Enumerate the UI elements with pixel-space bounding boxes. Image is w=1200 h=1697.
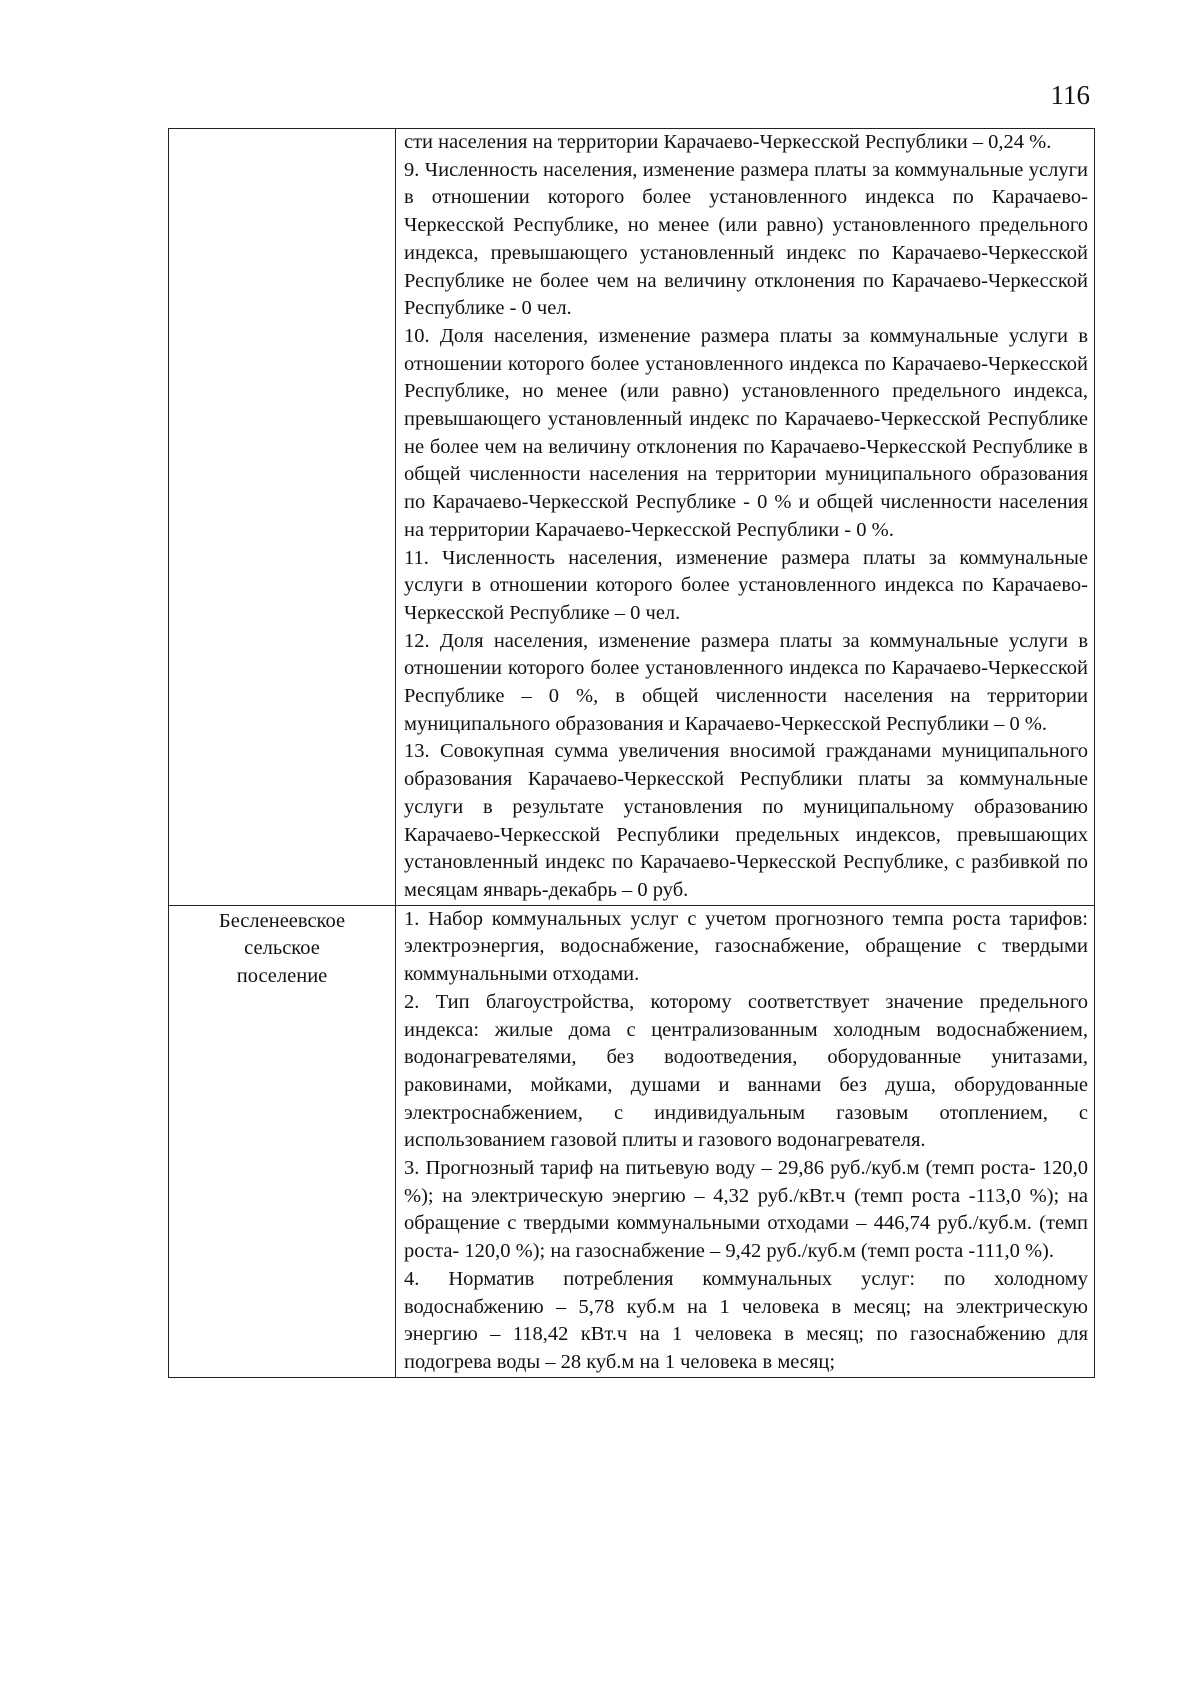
paragraph: 11. Численность населения, изменение размера платы за коммунальные услуги в отношении которого более установленного индекса по Карачаево-Черкесской Республике – 0 чел. bbox=[404, 546, 1088, 624]
paragraph: 12. Доля населения, изменение размера платы за коммунальные услуги в отношении которого более установленного индекса по Карачаево-Черкесской Республике – 0 %, в общей численности населения на территории муниципального образования и Карачаево-Черкесской Республики – 0 %. bbox=[404, 629, 1088, 735]
paragraph: сти населения на территории Карачаево-Черкесской Республики – 0,24 %. bbox=[404, 131, 1052, 153]
paragraph: 10. Доля населения, изменение размера платы за коммунальные услуги в отношении которого более установленного индекса по Карачаево-Черкесской Республике, но менее (или равно) установленного предельного индекса, превышающего установленный индекс по Карачаево-Черкесской Республике не более чем на величину отклонения по Карачаево-Черкесской Республике в общей численности населения на территории муниципального образования по Карачаево-Черкесской Республике - 0 % и общей численности населения на территории Карачаево-Черкесской Республики - 0 %. bbox=[404, 324, 1088, 541]
table-row bbox=[169, 905, 1095, 1377]
paragraph: 2. Тип благоустройства, которому соответствует значение предельного индекса: жилые дома с централизованным холодным водоснабжением, водонагревателями, без водоотведения, оборудованные унитазами, раковинами, мойками, душами и ваннами без душа, оборудованные электроснабжением, с индивидуальным газовым отоплением, с использованием газовой плиты и газового водонагревателя. bbox=[404, 990, 1088, 1152]
municipality-name-line: поселение bbox=[236, 965, 328, 988]
paragraph: 13. Совокупная сумма увеличения вносимой гражданами муниципального образования Карачаево-Черкесской Республики платы за коммунальные услуги в результате установления по муниципальному образованию Карачаево-Черкесской Республики предельных индексов, превышающих установленный индекс по Карачаево-Черкесской Республике, с разбивкой по месяцам январь-декабрь – 0 руб. bbox=[404, 740, 1088, 901]
municipality-cell-empty bbox=[169, 129, 396, 906]
municipality-cell bbox=[169, 905, 396, 1377]
municipality-name bbox=[169, 129, 395, 131]
indicators-cell bbox=[396, 905, 1095, 1377]
indicators-cell bbox=[396, 129, 1095, 906]
municipality-name bbox=[169, 906, 395, 991]
municipal-index-table bbox=[168, 128, 1095, 1378]
paragraph: 9. Численность населения, изменение размера платы за коммунальные услуги в отношении которого более установленного индекса по Карачаево-Черкесской Республике, но менее (или равно) установленного предельного индекса, превышающего установленный индекс по Карачаево-Черкесской Республике не более чем на величину отклонения по Карачаево-Черкесской Республике - 0 чел. bbox=[404, 158, 1088, 320]
paragraph: 1. Набор коммунальных услуг с учетом прогнозного темпа роста тарифов: электроэнергия, водоснабжение, газоснабжение, обращение с твердыми коммунальными отходами. bbox=[404, 907, 1088, 986]
municipality-name-line: Бесленеевское bbox=[218, 909, 346, 932]
paragraph: 4. Норматив потребления коммунальных услуг: по холодному водоснабжению – 5,78 куб.м на 1 человека в месяц; на электрическую энергию – 118,42 кВт.ч на 1 человека в месяц; по газоснабжению для подогрева воды – 28 куб.м на 1 человека в месяц; bbox=[404, 1267, 1088, 1373]
table-row bbox=[169, 129, 1095, 906]
paragraph: 3. Прогнозный тариф на питьевую воду – 29,86 руб./куб.м (темп роста- 120,0 %); на электрическую энергию – 4,32 руб./кВт.ч (темп роста -113,0 %); на обращение с твердыми коммунальными отходами – 446,74 руб./куб.м. (темп роста- 120,0 %); на газоснабжение – 9,42 руб./куб.м (темп роста -111,0 %). bbox=[404, 1157, 1088, 1263]
municipality-name-line: сельское bbox=[244, 937, 320, 960]
page-number: 116 bbox=[1050, 80, 1090, 110]
